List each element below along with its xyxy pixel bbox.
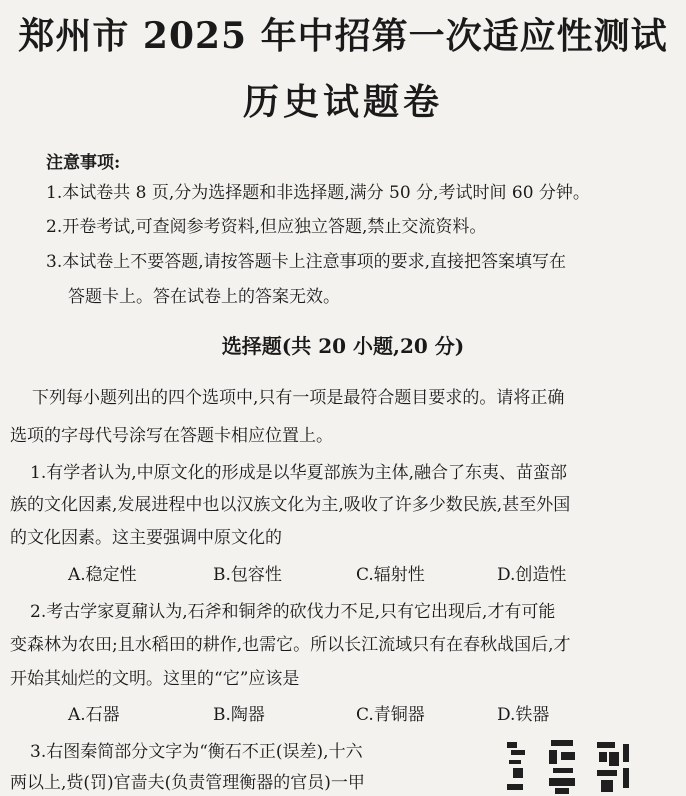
q3-line-1: 3.右图秦简部分文字为“衡石不正(误差),十六 [30,742,363,762]
q2-line-2: 变森林为农田;且水稻田的耕作,也需它。所以长江流域只有在春秋战国后,才 [10,635,571,655]
q2-line-3: 开始其灿烂的文明。这里的“它”应该是 [10,669,300,689]
q1-line-1: 1.有学者认为,中原文化的形成是以华夏部族为主体,融合了东夷、苗蛮部 [30,463,568,483]
q1-option-d: D.创造性 [497,565,567,585]
section-instructions-1: 下列每小题列出的四个选项中,只有一项是最符合题目要求的。请将正确 [32,388,565,408]
q1-line-2: 族的文化因素,发展进程中也以汉族文化为主,吸收了许多少数民族,甚至外国 [10,495,571,515]
q1-option-b: B.包容性 [213,565,282,585]
section-title: 选择题(共 20 小题,20 分) [221,334,465,358]
notice-item-2: 2.开卷考试,可查阅参考资料,但应独立答题,禁止交流资料。 [46,217,487,237]
q2-option-d: D.铁器 [497,705,550,725]
q2-option-b: B.陶器 [213,705,265,725]
q3-line-2: 两以上,赀(罚)官啬夫(负责管理衡器的官员)一甲 [10,773,365,793]
exam-subtitle: 历史试题卷 [242,81,443,123]
exam-title: 郑州市 2025 年中招第一次适应性测试 [18,15,668,57]
q2-line-1: 2.考古学家夏鼐认为,石斧和铜斧的砍伐力不足,只有它出现后,才有可能 [30,602,556,622]
q1-option-c: C.辐射性 [356,565,425,585]
section-instructions-2: 选项的字母代号涂写在答题卡相应位置上。 [10,426,333,446]
q2-option-a: A.石器 [68,705,120,725]
notice-item-3: 3.本试卷上不要答题,请按答题卡上注意事项的要求,直接把答案填写在 [46,252,567,272]
notice-item-3-cont: 答题卡上。答在试卷上的答案无效。 [68,287,340,307]
q2-option-c: C.青铜器 [356,705,425,725]
q1-option-a: A.稳定性 [68,565,137,585]
q1-line-3: 的文化因素。这主要强调中原文化的 [10,528,282,548]
qin-bamboo-slip-image [505,738,675,796]
notice-heading: 注意事项: [46,153,121,173]
notice-item-1: 1.本试卷共 8 页,分为选择题和非选择题,满分 50 分,考试时间 60 分钟。 [46,183,590,203]
